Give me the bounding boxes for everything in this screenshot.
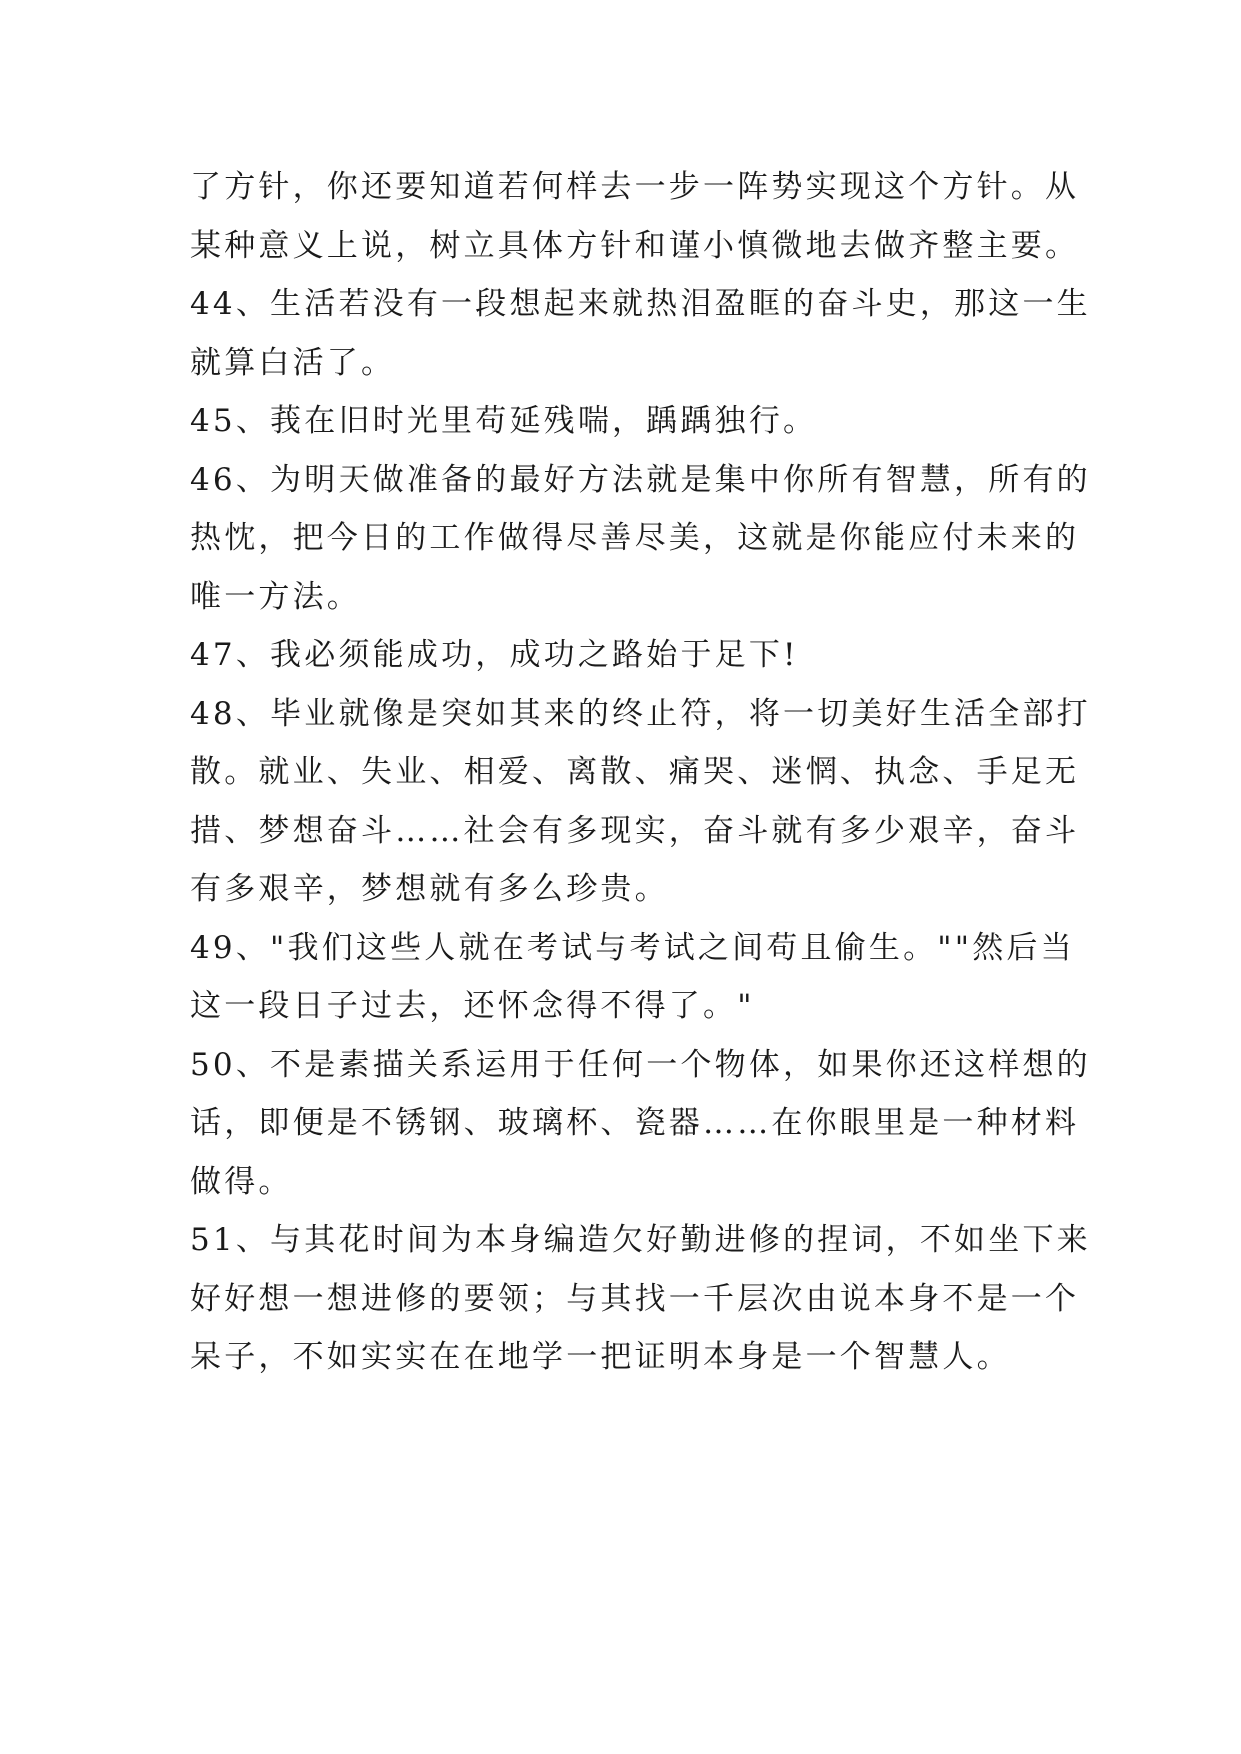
text-line: 唯一方法。: [190, 578, 361, 615]
text-line: 有多艰辛，梦想就有多么珍贵。: [190, 871, 669, 907]
body-text: [190, 158, 1090, 1387]
text-line: 话，即便是不锈钢、玻璃杯、瓷器……在你眼里是一种材料: [190, 1105, 1080, 1141]
text-line: 44、生活若没有一段想起来就热泪盈眶的奋斗史，那这一生: [190, 286, 1091, 322]
text-line: 46、为明天做准备的最好方法就是集中你所有智慧，所有的: [190, 461, 1091, 498]
text-line: 就算白活了。: [190, 344, 396, 381]
text-line: 了方针，你还要知道若何样去一步一阵势实现这个方针。从: [190, 169, 1080, 205]
text-line: 45、莪在旧时光里苟延残喘，踽踽独行。: [190, 403, 818, 439]
text-line: 这一段日子过去，还怀念得不得了。": [190, 988, 755, 1024]
text-line: 散。就业、失业、相爱、离散、痛哭、迷惘、执念、手足无: [190, 754, 1080, 790]
text-line: 好好想一想进修的要领；与其找一千层次由说本身不是一个: [190, 1280, 1080, 1317]
text-line: 50、不是素描关系运用于任何一个物体，如果你还这样想的: [190, 1046, 1091, 1083]
text-line: 49、"我们这些人就在考试与考试之间苟且偷生。""然后当: [190, 929, 1075, 966]
text-line: 措、梦想奋斗……社会有多现实，奋斗就有多少艰辛，奋斗: [190, 812, 1080, 849]
text-line: 某种意义上说，树立具体方针和谨小慎微地去做齐整主要。: [190, 227, 1080, 264]
text-line: 热忱，把今日的工作做得尽善尽美，这就是你能应付未来的: [190, 520, 1080, 556]
text-line: 47、我必须能成功，成功之路始于足下!: [190, 637, 799, 673]
text-line: 51、与其花时间为本身编造欠好勤进修的捏词，不如坐下来: [190, 1222, 1091, 1258]
text-line: 做得。: [190, 1163, 293, 1200]
text-line: 呆子，不如实实在在地学一把证明本身是一个智慧人。: [190, 1339, 1011, 1375]
text-line: 48、毕业就像是突如其来的终止符，将一切美好生活全部打: [190, 695, 1091, 732]
